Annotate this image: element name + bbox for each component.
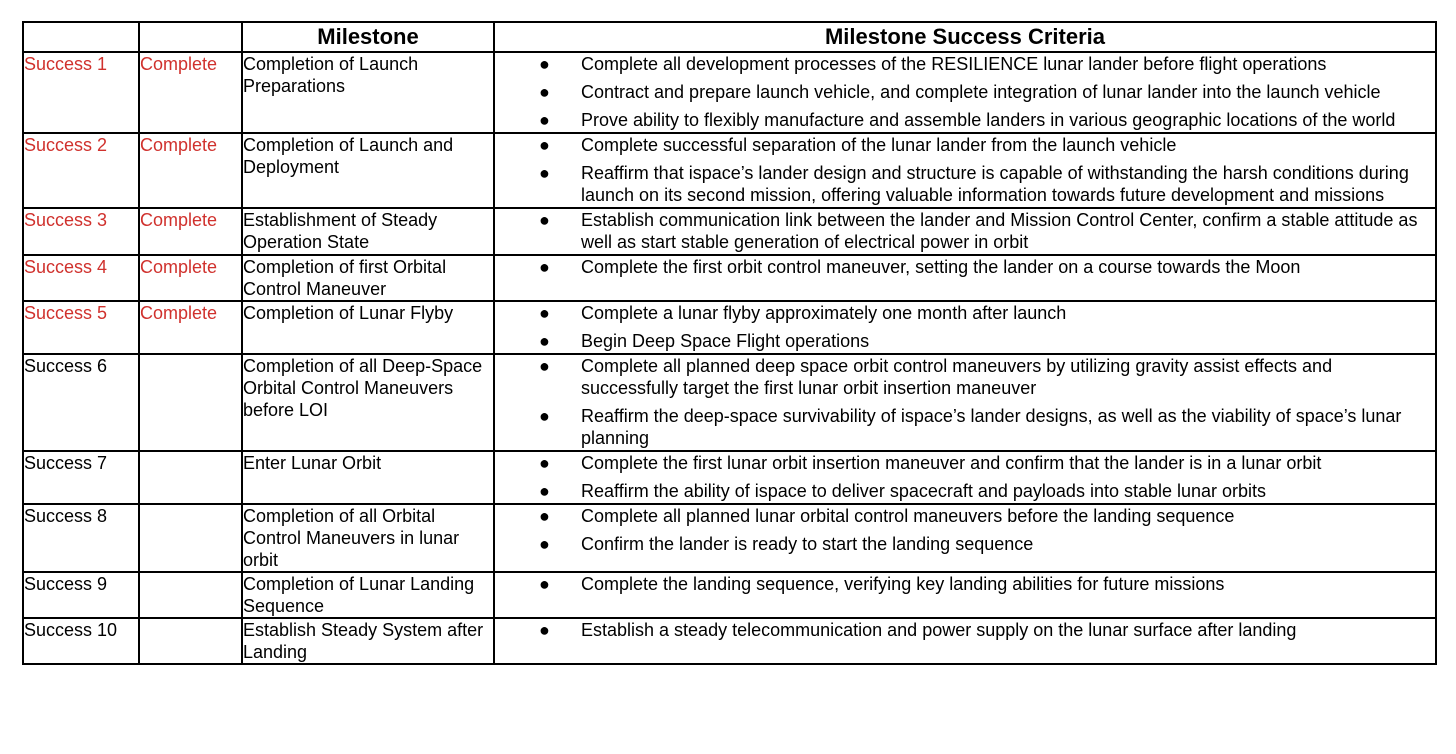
bullet-icon: ● (539, 574, 550, 594)
completion-status-cell: Complete (139, 52, 242, 133)
criteria-item (495, 81, 1435, 103)
table-row (23, 52, 1436, 133)
criteria-list (495, 209, 1435, 253)
success-level-cell: Success 7 (23, 451, 139, 504)
criteria-cell (494, 133, 1436, 208)
table-row (23, 504, 1436, 572)
success-level-cell: Success 9 (23, 572, 139, 618)
criteria-item (495, 53, 1435, 75)
bullet-icon: ● (539, 620, 550, 640)
criteria-text: Prove ability to flexibly manufacture and assemble landers in various geographic locations of the world (581, 110, 1396, 130)
criteria-text: Complete all development processes of the RESILIENCE lunar lander before flight operations (581, 54, 1327, 74)
criteria-item (495, 405, 1435, 449)
criteria-text: Complete the first lunar orbit insertion maneuver and confirm that the lander is in a lunar orbit (581, 453, 1322, 473)
criteria-item (495, 109, 1435, 131)
completion-status-cell (139, 572, 242, 618)
criteria-item (495, 355, 1435, 399)
criteria-text: Confirm the lander is ready to start the landing sequence (581, 534, 1034, 554)
criteria-text: Complete a lunar flyby approximately one month after launch (581, 303, 1067, 323)
bullet-icon: ● (539, 257, 550, 277)
criteria-cell (494, 618, 1436, 664)
criteria-cell (494, 451, 1436, 504)
criteria-text: Complete the first orbit control maneuver, setting the lander on a course towards the Moon (581, 257, 1301, 277)
milestone-cell: Completion of first Orbital Control Maneuver (242, 255, 494, 301)
milestone-cell: Completion of all Deep-Space Orbital Control Maneuvers before LOI (242, 354, 494, 451)
completion-status-cell: Complete (139, 133, 242, 208)
criteria-cell (494, 504, 1436, 572)
milestone-column-header: Milestone (242, 22, 494, 52)
table-row (23, 354, 1436, 451)
bullet-icon: ● (539, 303, 550, 323)
success-level-cell: Success 8 (23, 504, 139, 572)
milestone-cell: Completion of Lunar Landing Sequence (242, 572, 494, 618)
criteria-item (495, 533, 1435, 555)
bullet-icon: ● (539, 356, 550, 376)
bullet-icon: ● (539, 163, 550, 183)
criteria-list (495, 619, 1435, 641)
bullet-icon: ● (539, 210, 550, 230)
completion-status-cell: Complete (139, 208, 242, 255)
completion-status-cell (139, 451, 242, 504)
table-row (23, 208, 1436, 255)
criteria-item (495, 619, 1435, 641)
completion-status-cell (139, 354, 242, 451)
criteria-cell (494, 572, 1436, 618)
criteria-text: Contract and prepare launch vehicle, and complete integration of lunar lander into the launch vehicle (581, 82, 1381, 102)
criteria-cell (494, 301, 1436, 354)
criteria-list (495, 134, 1435, 206)
criteria-item (495, 505, 1435, 527)
milestone-cell: Completion of Launch Preparations (242, 52, 494, 133)
success-level-cell: Success 1 (23, 52, 139, 133)
criteria-column-header: Milestone Success Criteria (494, 22, 1436, 52)
criteria-list (495, 53, 1435, 131)
criteria-text: Complete successful separation of the lunar lander from the launch vehicle (581, 135, 1177, 155)
bullet-icon: ● (539, 481, 550, 501)
bullet-icon: ● (539, 135, 550, 155)
milestone-cell: Establishment of Steady Operation State (242, 208, 494, 255)
criteria-cell (494, 354, 1436, 451)
criteria-list (495, 452, 1435, 502)
bullet-icon: ● (539, 54, 550, 74)
milestone-table (22, 21, 1437, 665)
table-row (23, 301, 1436, 354)
success-level-cell: Success 10 (23, 618, 139, 664)
success-level-cell: Success 4 (23, 255, 139, 301)
milestone-cell: Completion of Launch and Deployment (242, 133, 494, 208)
criteria-item (495, 302, 1435, 324)
criteria-item (495, 256, 1435, 278)
success-level-cell: Success 2 (23, 133, 139, 208)
bullet-icon: ● (539, 331, 550, 351)
criteria-text: Reaffirm the deep-space survivability of ispace’s lander designs, as well as the viability of space’s lunar planning (581, 406, 1402, 448)
completion-status-cell: Complete (139, 255, 242, 301)
table-row (23, 572, 1436, 618)
table-row (23, 133, 1436, 208)
criteria-cell (494, 208, 1436, 255)
criteria-item (495, 452, 1435, 474)
criteria-list (495, 256, 1435, 278)
table-row (23, 255, 1436, 301)
criteria-text: Establish a steady telecommunication and power supply on the lunar surface after landing (581, 620, 1297, 640)
bullet-icon: ● (539, 534, 550, 554)
table-body (23, 52, 1436, 664)
milestone-cell: Enter Lunar Orbit (242, 451, 494, 504)
criteria-item (495, 134, 1435, 156)
criteria-text: Complete all planned lunar orbital control maneuvers before the landing sequence (581, 506, 1235, 526)
milestone-cell: Completion of all Orbital Control Maneuvers in lunar orbit (242, 504, 494, 572)
criteria-text: Establish communication link between the lander and Mission Control Center, confirm a stable attitude as well as start stable generation of electrical power in orbit (581, 210, 1418, 252)
criteria-text: Reaffirm the ability of ispace to deliver spacecraft and payloads into stable lunar orbits (581, 481, 1267, 501)
success-level-cell: Success 6 (23, 354, 139, 451)
criteria-list (495, 505, 1435, 555)
milestone-cell: Completion of Lunar Flyby (242, 301, 494, 354)
bullet-icon: ● (539, 506, 550, 526)
state-column-header (139, 22, 242, 52)
completion-status-cell (139, 504, 242, 572)
status-column-header (23, 22, 139, 52)
criteria-text: Begin Deep Space Flight operations (581, 331, 870, 351)
criteria-text: Reaffirm that ispace’s lander design and structure is capable of withstanding the harsh conditions during launch on its second mission, offering valuable information towards future development and missions (581, 163, 1409, 205)
bullet-icon: ● (539, 82, 550, 102)
bullet-icon: ● (539, 453, 550, 473)
bullet-icon: ● (539, 110, 550, 130)
criteria-item (495, 573, 1435, 595)
success-level-cell: Success 5 (23, 301, 139, 354)
criteria-item (495, 162, 1435, 206)
bullet-icon: ● (539, 406, 550, 426)
criteria-item (495, 480, 1435, 502)
criteria-cell (494, 52, 1436, 133)
criteria-list (495, 355, 1435, 449)
header-row (23, 22, 1436, 52)
criteria-cell (494, 255, 1436, 301)
table-row (23, 451, 1436, 504)
success-level-cell: Success 3 (23, 208, 139, 255)
completion-status-cell (139, 618, 242, 664)
criteria-list (495, 573, 1435, 595)
criteria-item (495, 209, 1435, 253)
completion-status-cell: Complete (139, 301, 242, 354)
milestone-cell: Establish Steady System after Landing (242, 618, 494, 664)
table-row (23, 618, 1436, 664)
criteria-text: Complete all planned deep space orbit control maneuvers by utilizing gravity assist effects and successfully target the first lunar orbit insertion maneuver (581, 356, 1333, 398)
criteria-list (495, 302, 1435, 352)
criteria-text: Complete the landing sequence, verifying key landing abilities for future missions (581, 574, 1225, 594)
criteria-item (495, 330, 1435, 352)
